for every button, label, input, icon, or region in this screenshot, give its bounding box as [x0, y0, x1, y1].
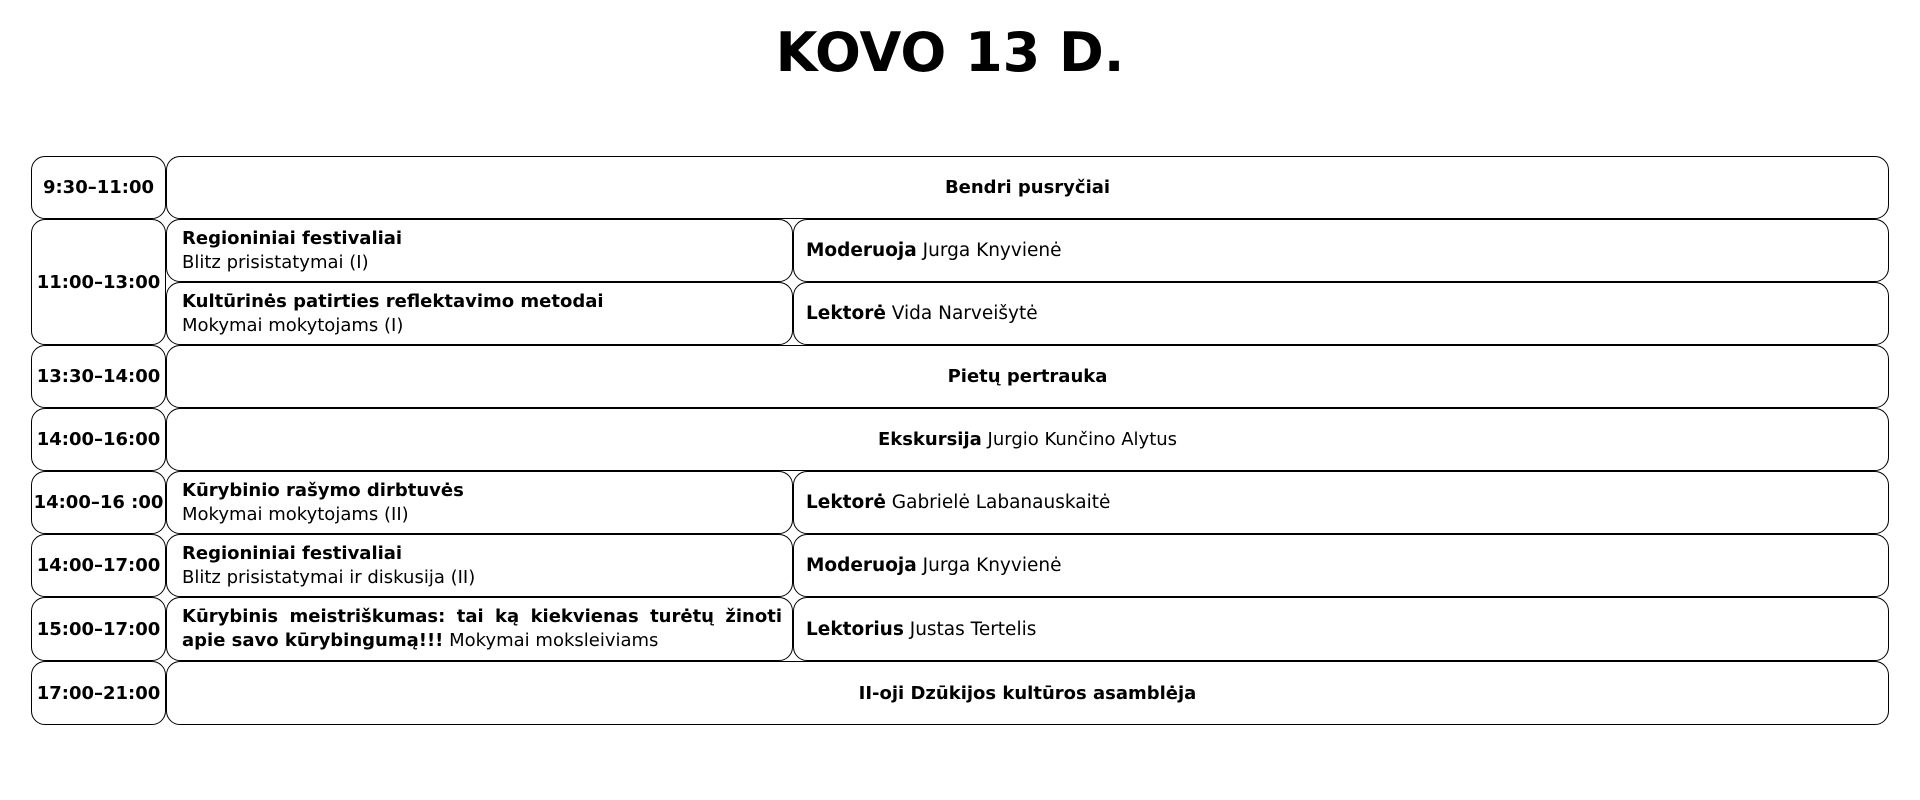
event-subtitle: Jurgio Kunčino Alytus — [987, 429, 1178, 450]
event-title: Kūrybinio rašymo dirbtuvės — [182, 479, 464, 501]
event-title: Ekskursija — [877, 429, 982, 450]
speaker-role: Lektorė — [806, 303, 886, 324]
time-cell: 9:30–11:00 — [31, 156, 166, 219]
sub-row — [166, 282, 1889, 345]
schedule-row — [31, 534, 1889, 597]
speaker-cell — [793, 471, 1889, 534]
schedule-row — [31, 345, 1889, 408]
event-title-cell — [166, 471, 793, 534]
event-title: Kūrybinis meistriškumas: tai ką kiekvienas turėtų žinoti apie savo kūrybingumą!!! — [182, 606, 782, 651]
event-title-cell — [166, 534, 793, 597]
event-title: Regioniniai festivaliai — [182, 227, 403, 249]
event-title-cell — [166, 219, 793, 282]
schedule-row — [31, 156, 1889, 219]
speaker-name: Justas Tertelis — [909, 618, 1037, 640]
schedule-row — [31, 408, 1889, 471]
speaker-role: Lektorė — [806, 492, 886, 513]
sub-schedule — [166, 219, 1889, 345]
time-cell: 14:00–16 :00 — [31, 471, 166, 534]
time-cell: 15:00–17:00 — [31, 597, 166, 661]
speaker-name: Gabrielė Labanauskaitė — [891, 492, 1111, 513]
schedule-table — [31, 156, 1889, 725]
event-subtitle: Mokymai moksleiviams — [449, 630, 659, 651]
event-subtitle: Blitz prisistatymai (I) — [182, 251, 369, 273]
schedule-row — [31, 471, 1889, 534]
speaker-name: Jurga Knyvienė — [922, 240, 1062, 261]
event-cell: Bendri pusryčiai — [166, 156, 1889, 219]
schedule-row — [31, 597, 1889, 661]
time-cell: 14:00–17:00 — [31, 534, 166, 597]
schedule-row — [31, 219, 1889, 345]
event-title: Regioniniai festivaliai — [182, 542, 403, 564]
page-title: KOVO 13 D. — [775, 21, 1125, 84]
event-cell: Pietų pertrauka — [166, 345, 1889, 408]
speaker-role: Lektorius — [806, 618, 904, 640]
speaker-cell — [793, 219, 1889, 282]
speaker-name: Jurga Knyvienė — [922, 555, 1062, 576]
time-cell: 14:00–16:00 — [31, 408, 166, 471]
speaker-role: Moderuoja — [806, 555, 917, 576]
event-title: Kultūrinės patirties reflektavimo metodai — [182, 290, 604, 312]
event-title-cell — [166, 597, 793, 661]
speaker-name: Vida Narveišytė — [891, 303, 1038, 324]
speaker-cell — [793, 282, 1889, 345]
speaker-cell — [793, 597, 1889, 661]
time-cell: 13:30–14:00 — [31, 345, 166, 408]
speaker-cell — [793, 534, 1889, 597]
event-cell — [166, 408, 1889, 471]
event-description — [182, 605, 782, 653]
event-subtitle: Mokymai mokytojams (II) — [182, 503, 409, 525]
event-cell: II-oji Dzūkijos kultūros asamblėja — [166, 661, 1889, 725]
schedule-row — [31, 661, 1889, 725]
event-subtitle: Blitz prisistatymai ir diskusija (II) — [182, 566, 476, 588]
event-subtitle: Mokymai mokytojams (I) — [182, 314, 404, 336]
time-cell: 17:00–21:00 — [31, 661, 166, 725]
time-cell: 11:00–13:00 — [31, 219, 166, 345]
speaker-role: Moderuoja — [806, 240, 917, 261]
event-title-cell — [166, 282, 793, 345]
sub-row — [166, 219, 1889, 282]
